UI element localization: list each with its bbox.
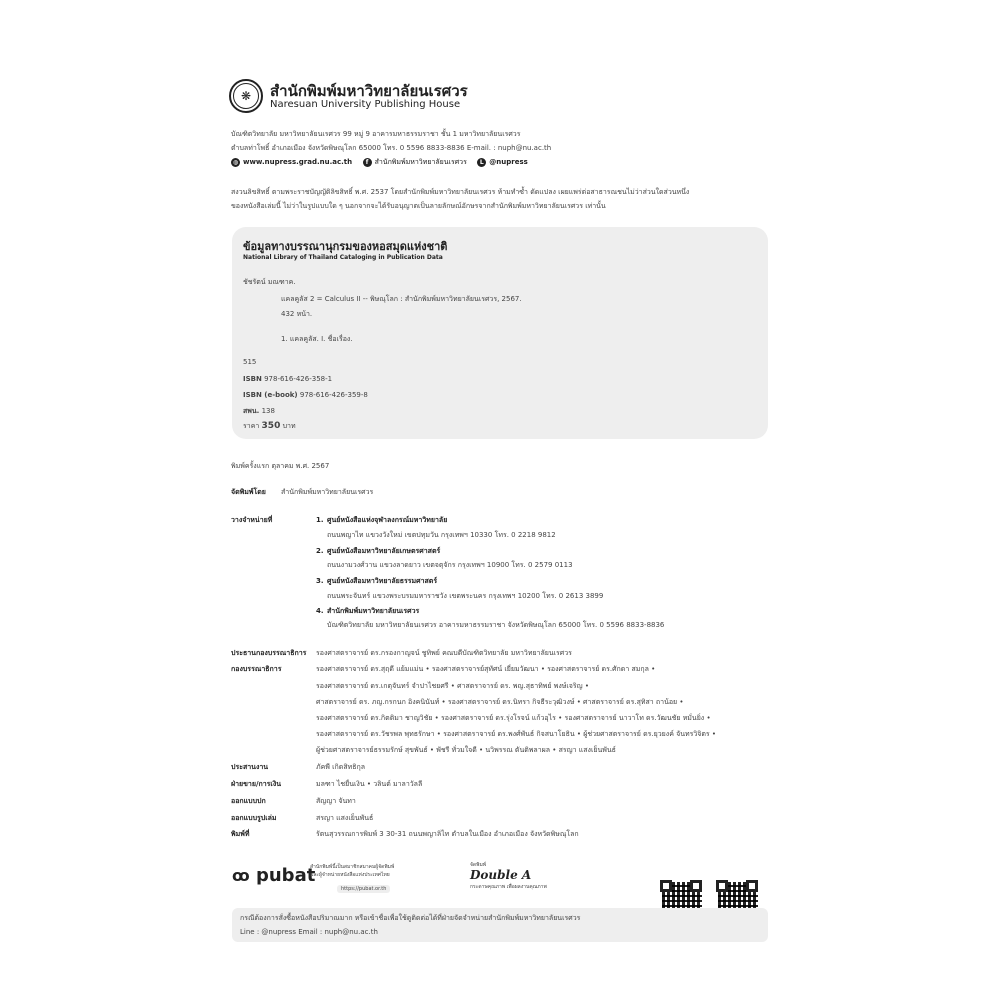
catalog-title-th: ข้อมูลทางบรรณานุกรมของหอสมุดแห่งชาติ (243, 240, 448, 253)
pubat-logo (232, 865, 315, 886)
price-value: 350 (261, 421, 281, 431)
code-value: 138 (261, 407, 275, 415)
dist-num-4: 4. (316, 607, 324, 615)
dist-name-4: สำนักพิมพ์มหาวิทยาลัยนเรศวร (327, 607, 420, 615)
paper-desc: กระดาษคุณภาพ เพื่อผลงานคุณภาพ (470, 884, 547, 890)
board-label: กองบรรณาธิการ (231, 665, 282, 673)
sales-value: มลฑา ไชยื่นเงิน • วลินต์ มาลาวัลลี (316, 780, 423, 788)
contact-row (231, 157, 528, 167)
catalog-classification: 515 (243, 358, 257, 366)
pubat-desc-1: สำนักพิมพ์นี้เป็นสมาชิกสมาคมผู้จัดพิมพ์ (310, 864, 395, 870)
order-line: กรณีต้องการสั่งซื้อหนังสือปริมาณมาก หรือเข้าชื่อเพื่อใช้ดูติดต่อได้ที่ฝ่ายจัดจำหน่ายสำนักพิมพ์มหาวิทยาลัยนเรศวร (240, 914, 581, 922)
catalog-subject: 1. แคลคูลัส. I. ชื่อเรื่อง. (281, 335, 353, 343)
pubat-name: pubat (255, 865, 316, 886)
dist-name-1: ศูนย์หนังสือแห่งจุฬาลงกรณ์มหาวิทยาลัย (327, 516, 448, 524)
copyright-line-2: ของหนังสือเล่มนี้ ไม่ว่าในรูปแบบใด ๆ นอกจากจะได้รับอนุญาตเป็นลายลักษณ์อักษรจากสำนักพิมพ์มหาวิทยาลัยนเรศวร เท่านั้น (231, 202, 606, 210)
dist-detail-4: บัณฑิตวิทยาลัย มหาวิทยาลัยนเรศวร อาคารมหาธรรมราชา จังหวัดพิษณุโลก 65000 โทร. 0 5596 8833-8836 (327, 621, 665, 629)
pubat-mark-icon: ꝏ (232, 866, 250, 885)
dist-detail-3: ถนนพระจันทร์ แขวงพระบรมมหาราชวัง เขตพระนคร กรุงเทพฯ 10200 โทร. 0 2613 3899 (327, 592, 604, 600)
publisher-label: จัดพิมพ์โดย (231, 488, 266, 496)
ebook-value: 978-616-426-359-8 (299, 391, 368, 399)
catalog-entry: แคลคูลัส 2 = Calculus II -- พิษณุโลก : สำนักพิมพ์มหาวิทยาลัยนเรศวร, 2567. (281, 295, 522, 303)
cover-value: สัญญา จันทา (316, 797, 356, 805)
board-line-3: ศาสตราจารย์ ดร. ภญ.กรกนก อิงคนินันท์ • รองศาสตราจารย์ ดร.นิทรา กิจธีระวุฒิวงษ์ • ศาสตราจารย์ ดร.สุทิสา ถาน้อย • (316, 698, 684, 706)
coordinator-label: ประสานงาน (231, 763, 269, 771)
paper-brand: Double A (470, 868, 532, 882)
copyright-line-1: สงวนลิขสิทธิ์ ตามพระราชบัญญัติลิขสิทธิ์ พ.ศ. 2537 โดยสำนักพิมพ์มหาวิทยาลัยนเรศวร ห้ามทำซ้ำ ดัดแปลง เผยแพร่ต่อสาธารณชนไม่ว่าส่วนใดส่วนหนึ่ง (231, 188, 690, 196)
dist-num-1: 1. (316, 516, 324, 524)
dist-num-2: 2. (316, 547, 324, 555)
code-label: สพน. (243, 407, 260, 415)
catalog-pages: 432 หน้า. (281, 310, 313, 318)
line-link[interactable]: @nupress (489, 158, 528, 166)
isbn-label: ISBN (243, 375, 262, 383)
dist-detail-2: ถนนงามวงศ์วาน แขวงลาดยาว เขตจตุจักร กรุงเทพฯ 10900 โทร. 0 2579 0113 (327, 561, 573, 569)
catalog-price-row (243, 421, 296, 431)
publisher-name-th: สำนักพิมพ์มหาวิทยาลัยนเรศวร (270, 82, 468, 100)
pubat-desc-2: และผู้จำหน่ายหนังสือแห่งประเทศไทย (310, 872, 390, 878)
coordinator-value: ภัคพี เกิดสิทธิกุล (316, 763, 365, 771)
publisher-value: สำนักพิมพ์มหาวิทยาลัยนเรศวร (281, 488, 374, 496)
layout-value: สรญา แสงเย็นพันธ์ (316, 814, 374, 822)
board-line-4: รองศาสตราจารย์ ดร.กิตติมา ชาญวิชัย • รองศาสตราจารย์ ดร.รุ่งโรจน์ แก้วอุไร • รองศาสตราจารย์ นาวาโท ดร.วัฒนชัย หมั่นยิ่ง • (316, 714, 711, 722)
isbn-value: 978-616-426-358-1 (264, 375, 333, 383)
chair-label: ประธานกองบรรณาธิการ (231, 649, 307, 657)
sales-label: ฝ่ายขาย/การเงิน (231, 780, 282, 788)
chair-value: รองศาสตราจารย์ ดร.กรองกาญจน์ ชูทิพย์ คณบดีบัณฑิตวิทยาลัย มหาวิทยาลัยนเรศวร (316, 649, 572, 657)
dist-name-2: ศูนย์หนังสือมหาวิทยาลัยเกษตรศาสตร์ (327, 547, 441, 555)
university-seal-icon: ❋ (229, 79, 263, 113)
catalog-isbn-row (243, 374, 332, 384)
pubat-url[interactable]: https://pubat.or.th (337, 885, 390, 893)
contact-line: Line : @nupress Email : nuph@nu.ac.th (240, 928, 378, 936)
dist-name-3: ศูนย์หนังสือมหาวิทยาลัยธรรมศาสตร์ (327, 577, 438, 585)
board-line-6: ผู้ช่วยศาสตราจารย์ธรรมรักษ์ สุขพันธ์ • พัชรี ทั่วมใจดี • นวิพรรณ ตันติพลาผล • สรญา แสงเย็นพันธ์ (316, 746, 616, 754)
board-line-5: รองศาสตราจารย์ ดร.วัชรพล พุทธรักษา • รองศาสตราจารย์ ดร.พงศ์พันธ์ กิจสนาโยธิน • ผู้ช่วยศาสตราจารย์ ดร.ยุวยงค์ จันทรวิจิตร • (316, 730, 717, 738)
dist-num-3: 3. (316, 577, 324, 585)
catalog-ebook-row (243, 390, 368, 400)
price-suffix: บาท (282, 422, 296, 430)
distribution-label: วางจำหน่ายที่ (231, 516, 273, 524)
catalog-code-row (243, 406, 275, 416)
layout-label: ออกแบบรูปเล่ม (231, 814, 277, 822)
publisher-name-en: Naresuan University Publishing House (270, 99, 461, 110)
website-link[interactable]: www.nupress.grad.nu.ac.th (243, 158, 353, 166)
price-prefix: ราคา (243, 422, 260, 430)
printer-value: รัตนสุวรรณการพิมพ์ 3 30-31 ถนนพญาลิไท ตำบลในเมือง อำเภอเมือง จังหวัดพิษณุโลก (316, 830, 579, 838)
catalog-author: ชัชรัตน์ มณฑาค. (243, 278, 296, 286)
first-print: พิมพ์ครั้งแรก ตุลาคม พ.ศ. 2567 (231, 462, 330, 470)
line-icon: L (477, 158, 486, 167)
board-line-2: รองศาสตราจารย์ ดร.เกตุจันทร์ จำปาไชยศรี • ศาสตราจารย์ ดร. พญ.สุธาทิพย์ พงษ์เจริญ • (316, 682, 589, 690)
globe-icon: ◍ (232, 158, 239, 166)
cover-label: ออกแบบปก (231, 797, 266, 805)
facebook-link[interactable]: สำนักพิมพ์มหาวิทยาลัยนเรศวร (374, 158, 467, 166)
dist-detail-1: ถนนพญาไท แขวงวังใหม่ เขตปทุมวัน กรุงเทพฯ 10330 โทร. 0 2218 9812 (327, 531, 556, 539)
facebook-icon: f (363, 158, 372, 167)
publisher-address-1: บัณฑิตวิทยาลัย มหาวิทยาลัยนเรศวร 99 หมู่ 9 อาคารมหาธรรมราชา ชั้น 1 มหาวิทยาลัยนเรศวร (231, 130, 521, 138)
ebook-label: ISBN (e-book) (243, 391, 298, 399)
publisher-address-2: ตำบลท่าโพธิ์ อำเภอเมือง จังหวัดพิษณุโลก 65000 โทร. 0 5596 8833-8836 E-mail. : nuph@nu.ac.th (231, 144, 552, 152)
catalog-title-en: National Library of Thailand Cataloging in Publication Data (243, 254, 443, 261)
paper-prefix: จัดพิมพ์ (470, 862, 487, 868)
board-line-1: รองศาสตราจารย์ ดร.สุฤดี แย้มแม่น • รองศาสตราจารย์สุทัศน์ เยี่ยมวัฒนา • รองศาสตราจารย์ ดร.ศักดา สมกุล • (316, 665, 656, 673)
printer-label: พิมพ์ที่ (231, 830, 250, 838)
